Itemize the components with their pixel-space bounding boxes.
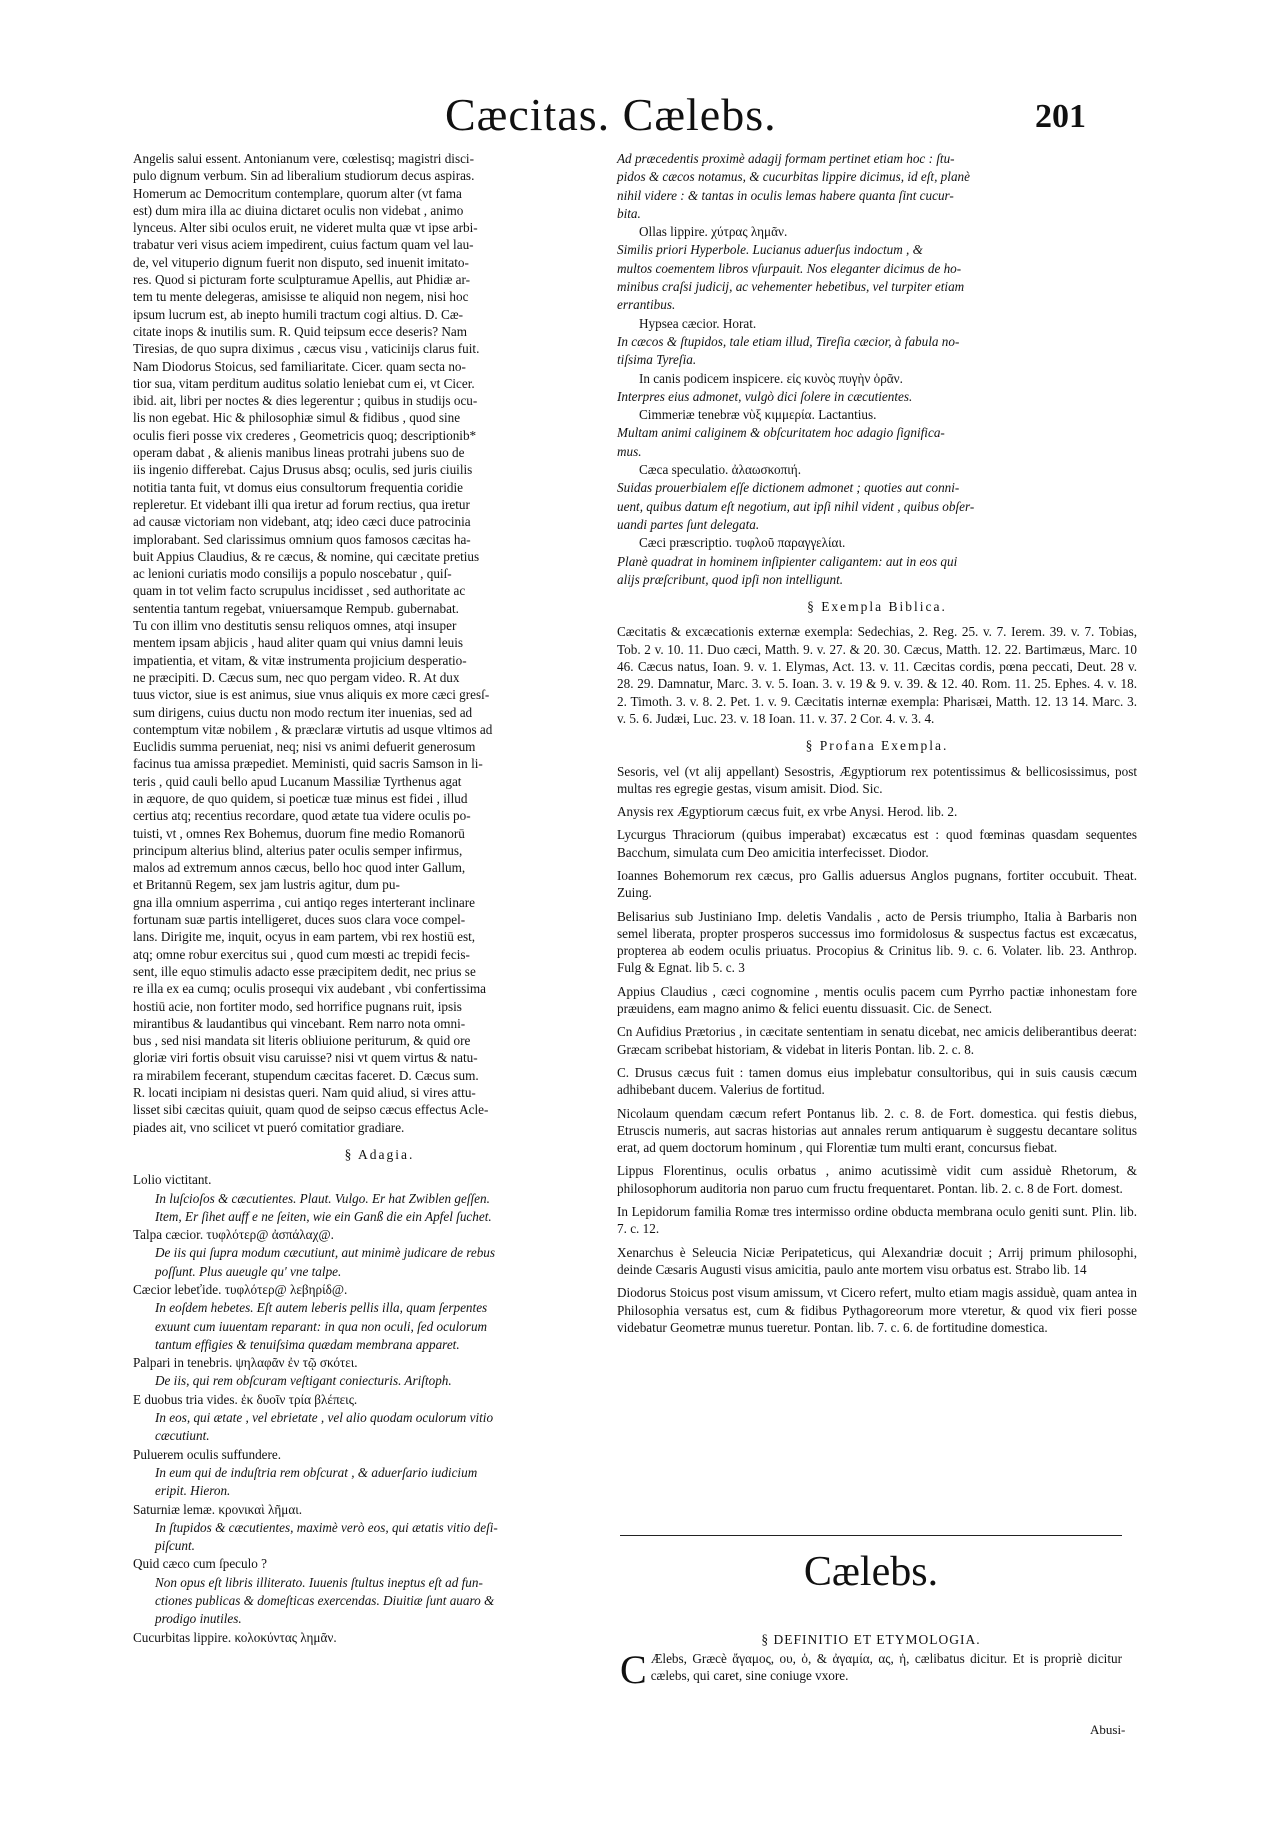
adagium-line: Cæca speculatio. ἀλαωσκοπιή. xyxy=(639,462,802,478)
profane-example: In Lepidorum familia Romæ tres intermisso ordine obducta membrana oculo geniti sunt. Plin. lib. 7. c. 12. xyxy=(617,1204,1137,1237)
adagium-line: Puluerem oculis suffundere. xyxy=(133,1446,282,1462)
left-column xyxy=(133,150,626,1647)
adagium-line: Ad præcedentis proximè adagij formam pertinet etiam hoc : ſtu- xyxy=(617,151,955,166)
definitio-heading: § DEFINITIO ET ETYMOLOGIA. xyxy=(761,1632,981,1647)
adagium-line: Similis priori Hyperbole. Lucianus aduerſus indoctum , & xyxy=(617,242,923,258)
body-line: tuus victor, siue is est animus, siue vnus aliquis ex more cæci gresſ- xyxy=(133,687,490,703)
adagium-line: pidos & cæcos notamus, & cucurbitas lippire dicimus, id eſt, planè xyxy=(617,169,970,185)
body-line: fortunam suæ partis intelligeret, duces suos clara voce compel- xyxy=(133,912,466,928)
body-line: lynceus. Alter sibi oculos eruit, ne videret multa quæ vt ipse arbi- xyxy=(133,220,478,236)
body-line: repleretur. Et videbant illi qua iretur ad forum rectius, qua iretur xyxy=(133,496,470,512)
body-line: trabatur veri visus aciem impedirent, cuius factum quam vel lau- xyxy=(133,237,474,253)
adagium-line: minibus craſsi judicij, ac vehementer hebetibus, vel turpiter etiam xyxy=(617,279,965,295)
biblica-text: Cæcitatis & excæcationis externæ exempla: Sedechias, 2. Reg. 25. v. 7. Ierem. 39. v. 7. Tobias, Tob. 2 v. 10. 11. Duo cæci, Matth. 9. v. 27. & 20. 30. Cæcus, Matth. 12. 22. Bartimæus, Marc. 10 46. Cæcus natus, Ioan. 9. v. 1. Elymas, Act. 13. v. 11. Cæcitas cordis, pœna peccati, Deut. 28 v. 28. 29. Damnatur, Marc. 3. v. 5. Ioan. 3. v. 19 & 9. v. 39. & 12. 40. Rom. 11. 25. Ephes. 4. v. 18. 2. Timoth. 3. v. 8. 2. Pet. 1. v. 9. Cæcitatis internæ exempla: Pharisæi, Matth. 12. 13 14. Marc. 3. v. 5. 6. Judæi, Luc. 23. v. 18 Ioan. 11. v. 37. 2 Cor. 4. v. 3. 4. xyxy=(617,624,1137,726)
page-number: 201 xyxy=(1035,98,1086,135)
adagium-line: Palpari in tenebris. ψηλαφᾶν ἐν τῷ σκότει. xyxy=(133,1355,358,1371)
adagium-line: Planè quadrat in hominem inſipienter caligantem: aut in eos qui xyxy=(617,553,958,569)
body-line: bus , sed nisi mandata sit literis obliuione periturum, & quid ore xyxy=(133,1033,471,1049)
body-line: sent, ille equo stimulis adacto esse præcipitem dedit, nec prius se xyxy=(133,963,476,979)
adagia-continuation xyxy=(617,150,1137,588)
adagium-line: Talpa cæcior. τυφλότερ@ ἀσπάλαχ@. xyxy=(133,1227,334,1243)
adagium-line: bita. xyxy=(617,205,641,221)
body-line: lans. Dirigite me, inquit, ocyus in eam partem, vbi rex hostiū est, xyxy=(133,929,476,945)
profane-example: Anysis rex Ægyptiorum cæcus fuit, ex vrbe Anysi. Herod. lib. 2. xyxy=(617,804,958,820)
body-line: quam in tot velim facto scrupulus incidisset , sed authoritate ac xyxy=(133,583,466,599)
caelebs-title: Cælebs. xyxy=(803,1549,939,1595)
adagium-line: Interpres eius admonet, vulgò dici ſolere in cæcutientes. xyxy=(617,388,913,404)
adagium-line: In eos, qui ætate , vel ebrietate , vel alio quodam oculorum vitio xyxy=(155,1410,494,1426)
adagium-line: Hypsea cæcior. Horat. xyxy=(639,315,757,331)
body-line: Nam Diodorus Stoicus, sed familiaritate. Cicer. quam secta no- xyxy=(133,358,466,374)
body-line: ac lenioni curiatis modo consilijs a populo noscebatur , quiſ- xyxy=(133,566,452,582)
adagium-line: poſſunt. Plus aueugle qu' vne talpe. xyxy=(155,1263,342,1279)
running-title: Cæcitas. Cælebs. xyxy=(445,89,777,140)
body-line: pulo dignum verbum. Sin ad liberalium studiorum decus aspiras. xyxy=(133,168,475,184)
body-line: teris , quid cauli bello apud Lucanum Massiliæ Tyrthenus agat xyxy=(133,773,462,789)
definitio-body: Ælebs, Græcè ἄγαμος, ου, ὁ, & ἀγαμία, ας, ἡ, cælibatus dicitur. Et is propriè dicitur cælebs, qui caret, sine coniuge vxore. xyxy=(650,1651,1122,1684)
adagium-line: In cæcos & ſtupidos, tale etiam illud, Tireſia cæcior, à fabula no- xyxy=(617,333,960,349)
body-line: mirantibus & laudantibus qui vincebant. Rem narro nota omni- xyxy=(133,1015,466,1031)
adagia-list xyxy=(133,1171,626,1646)
body-line: ipsum lucrum est, ab inepto humili tractum cogi altius. D. Cæ- xyxy=(133,306,464,322)
profane-example: Xenarchus è Seleucia Niciæ Peripateticus, qui Alexandriæ docuit ; Arrij primum philosophi, deinde Cæsaris Augusti visus amicitia, paulo ante mortem visu orbatus est. Strabo lib. 14 xyxy=(617,1244,1137,1277)
body-line: de, vel vituperio dignum fuerit non disputo, sed inuenit imitato- xyxy=(133,254,469,270)
adagium-line: tiſsima Tyreſia. xyxy=(617,352,697,368)
adagium-line: nihil videre : & tantas in oculis lemas habere quanta ſint cucur- xyxy=(617,187,954,203)
body-line: impatientia, et vitam, & vitæ instrumenta projicium desperatio- xyxy=(133,652,467,668)
adagium-line: De iis, qui rem obſcuram veſtigant coniecturis. Ariſtoph. xyxy=(155,1373,452,1389)
adagia-heading: § Adagia. xyxy=(344,1146,415,1162)
adagium-line: eripit. Hieron. xyxy=(155,1483,231,1499)
adagium-line: In eoſdem hebetes. Eſt autem leberis pellis illa, quam ſerpentes xyxy=(155,1300,488,1316)
body-line: Tu con illim vno destitutis sensu reliquos omnes, atqi insuper xyxy=(133,618,457,634)
profane-example: C. Drusus cæcus fuit : tamen domus eius implebatur consultoribus, qui in suis causis cæcum adhibebant ducem. Valerius de fortitud. xyxy=(617,1064,1137,1098)
adagium-line: In luſcioſos & cæcutientes. Plaut. Vulgo. Er hat Zwiblen geſſen. xyxy=(155,1190,490,1206)
profana-heading: § Profana Exempla. xyxy=(805,738,949,754)
body-line: sententia tantum regebat, vniuersamque Rempub. gubernabat. xyxy=(133,600,459,616)
adagium-line: cæcutiunt. xyxy=(155,1428,210,1444)
adagium-line: Suidas prouerbialem eſſe dictionem admonet ; quoties aut conni- xyxy=(617,480,960,496)
section-divider xyxy=(620,1535,1122,1536)
adagium-line: tantum effigies & tenuiſsima quædam membrana apparet. xyxy=(155,1336,460,1352)
body-line: piades ait, vno scilicet vt pueró comitatior gradiare. xyxy=(133,1119,405,1135)
profana-examples xyxy=(617,763,1137,1337)
drop-cap: C xyxy=(620,1647,647,1692)
adagium-line: Saturniæ lemæ. κρονικαὶ λῆμαι. xyxy=(133,1501,303,1517)
body-line: atq; omne robur exercitus sui , quod cum mœsti ac trepidi fecis- xyxy=(133,946,470,962)
adagium-line: In ſtupidos & cæcutientes, maximè verò eos, qui ætatis vitio deſi- xyxy=(155,1519,498,1535)
biblica-heading: § Exempla Biblica. xyxy=(807,599,947,615)
adagium-line: ctiones publicas & domeſticas exercendas. Diuitiæ ſunt auaro & xyxy=(155,1593,495,1609)
body-line: citate inops & inutilis sum. R. Quid teipsum ecce deseris? Nam xyxy=(133,323,468,339)
profane-example: Ioannes Bohemorum rex cæcus, pro Gallis aduersus Anglos pugnans, fortiter occubuit. Theat. Zuing. xyxy=(617,867,1137,901)
adagium-line: Item, Er ſihet auff e ne ſeiten, wie ein Ganß die ein Apfel ſuchet. xyxy=(155,1208,492,1224)
adagium-line: In canis podicem inspicere. εἰς κυνὸς πυγὴν ὁρᾶν. xyxy=(639,370,903,386)
right-column xyxy=(617,150,1137,1342)
body-line: ad causæ victoriam non videbant, atq; ideo cæci duce patrocinia xyxy=(133,514,471,530)
running-head xyxy=(0,88,1261,148)
adagium-line: alijs præſcribunt, quod ipſi non intelligunt. xyxy=(617,571,844,587)
body-line: est) dum mira illa ac diuina dictaret oculis non videbat , animo xyxy=(133,202,464,218)
body-line: sum dirigens, cuius ductu non modo rectum iter inuenias, sed ad xyxy=(133,704,473,720)
adagium-line: mus. xyxy=(617,443,642,459)
adagium-line: Cucurbitas lippire. κολοκύντας λημᾶν. xyxy=(133,1629,337,1645)
adagium-line: In eum qui de induſtria rem obſcurat , & aduerſario iudicium xyxy=(155,1464,478,1480)
adagium-line: Cæcior lebeťide. τυφλότερ@ λεβηρίδ@. xyxy=(133,1282,348,1297)
body-line: iis ingenio differebat. Cajus Drusus absq; oculis, sed juris ciuilis xyxy=(133,462,473,478)
body-line: lis non egebat. Hic & philosophiæ simul & fidibus , quod sine xyxy=(133,410,461,426)
body-line: lisset sibi cæcitas quiuit, quam quod de seipso cæcus effectus Acle- xyxy=(133,1102,489,1118)
adagium-line: De iis qui ſupra modum cæcutiunt, aut minimè judicare de rebus xyxy=(155,1245,496,1261)
body-line: tem tu mente delegeras, amisisse te aliquid non negem, nisi hoc xyxy=(133,289,469,305)
body-line: gna illa omnium asperrima , cui antiqo reges interterant inclinare xyxy=(133,894,476,910)
body-line: hostiū acie, non fortiter modo, sed horrifice pugnans ruit, ipsis xyxy=(133,998,462,1014)
adagium-line: uandi partes ſunt delegata. xyxy=(617,516,760,532)
profane-example: Sesoris, vel (vt alij appellant) Sesostris, Ægyptiorum rex potentissimus & bellicosissimus, post multas res egregie gestas, visum amisit. Diod. Sic. xyxy=(617,763,1137,796)
adagium-line: uent, quibus datum eſt negotium, aut ipſi nihil vident , quibus obſer- xyxy=(617,498,975,514)
adagium-line: exuunt cum iuuentam reparant: in qua non oculi, ſed oculorum xyxy=(155,1318,488,1334)
body-line: tior sua, vitam perditum auditus solatio leniebat cum ei, vt Cicer. xyxy=(133,375,475,391)
adagium-line: Lolio victitant. xyxy=(133,1172,212,1188)
adagium-line: E duobus tria vides. ἐκ δυοῖν τρία βλέπεις. xyxy=(133,1391,358,1407)
body-line: Euclidis summa perueniat, neq; nisi vs animi defuerit generosum xyxy=(133,739,476,755)
body-line: contemptum vitæ nobilem , & præclaræ virtutis ad usque vltimos ad xyxy=(133,721,493,737)
profane-example: Nicolaum quendam cæcum refert Pontanus lib. 2. c. 8. de Fort. domestica. qui festis diebus, Etruscis numeris, aut sacras historias aut annales rerum antiquarum è suggestu decantare solitus erat, ad quem doctorum hominum , qui Florentiæ tum multi erant, concursus fiebat. xyxy=(617,1105,1137,1156)
body-line: principum alterius blind, alterius pater oculis semper infirmus, xyxy=(133,842,463,858)
body-line: re illa ex ea cumq; oculis prosequi vix audebant , vbi confertissima xyxy=(133,981,487,997)
body-line: notitia tanta fuit, vt domus eius consultorum frequentia coridie xyxy=(133,479,463,495)
body-line: buit Appius Claudius, & re cæcus, & nomine, qui cæcitate pretius xyxy=(133,548,480,564)
body-line: in æquore, de quo quidem, si poeticæ tuæ minus est fidei , illud xyxy=(133,790,468,806)
adagium-line: Multam animi caliginem & obſcuritatem hoc adagio ſignifica- xyxy=(617,425,945,441)
adagium-line: Cæci præscriptio. τυφλοῦ παραγγελίαι. xyxy=(639,535,846,551)
adagium-line: prodigo inutiles. xyxy=(155,1611,242,1627)
adagium-line: piſcunt. xyxy=(155,1538,195,1554)
body-line: implorabant. Sed clarissimus omnium quos famosos cæcitas ha- xyxy=(133,531,471,547)
body-line: facinus tua amissa præpediet. Meministi, quid sacris Samson in li- xyxy=(133,756,483,772)
adagium-line: multos coementem libros vſurpauit. Nos eleganter dicimus de ho- xyxy=(617,260,962,276)
body-line: mentem ipsam abjicis , haud aliter quam qui vnius damni leuis xyxy=(133,635,463,651)
body-line: Tiresias, de quo supra diximus , cæcus visu , vaticinijs clarus fuit. xyxy=(133,341,480,357)
profane-example: Diodorus Stoicus post visum amissum, vt Cicero refert, multo etiam magis assiduè, quam antea in Philosophia versatus est, cum & fidibus Pythagoreorum more vteretur, & quod vix fieri posse videbatur Geometræ munus tueretur. Pontan. lib. 7. c. 6. de fortitudine domestica. xyxy=(617,1285,1137,1335)
definitio-text xyxy=(620,1647,1122,1692)
profane-example: Lippus Florentinus, oculis orbatus , animo acutissimè vidit cum assiduè Rhetorum, & philosophorum auditoria non paruo cum fructu frequentaret. Pontan. lib. 2. c. 8 de Fort. domest. xyxy=(617,1163,1137,1196)
body-line: Angelis salui essent. Antonianum vere, cœlestisq; magistri disci- xyxy=(133,151,474,166)
profane-example: Lycurgus Thraciorum (quibus imperabat) excæcatus est : quod fœminas quasdam sequentes Bacchum, simulata cum Deo amicitia interfecisset. Diodor. xyxy=(617,827,1137,860)
adagium-line: Cimmeriæ tenebræ νὺξ κιμμερία. Lactantius. xyxy=(639,407,877,423)
adagium-line: Ollas lippire. χύτρας λημᾶν. xyxy=(639,224,788,240)
body-line: operam dabat , & alienis manibus lineas protrahi jubens suo de xyxy=(133,445,465,461)
profane-example: Belisarius sub Justiniano Imp. deletis Vandalis , acto de Persis triumpho, Italia à Barbaris non semel liberata, propter prosperos successus imo formidolosus & suspectus factus est excæcatus, propterea ab eodem oculis priuatus. Procopius & Crinitus lib. 9. c. 6. Volater. lib. 23. Anthrop. Fulg & Egnat. lib 5. c. 3 xyxy=(617,908,1137,976)
body-line: res. Quod si picturam forte sculpturamue Apellis, aut Phidiæ ar- xyxy=(133,272,471,288)
adagium-line: Non opus eſt libris illiterato. Iuuenis ſtultus ineptus eſt ad fun- xyxy=(155,1574,483,1590)
body-line: et Britannū Regem, sex jam lustris agitur, dum pu- xyxy=(133,877,400,893)
body-line: ne præcipiti. D. Cæcus sum, nec quo pergam video. R. At dux xyxy=(133,669,460,685)
catchword: Abusi- xyxy=(1090,1722,1126,1737)
body-line: R. locati incipiam ni desistas queri. Nam quid aliud, si vires attu- xyxy=(133,1085,476,1101)
profane-example: Cn Aufidius Prætorius , in cæcitate sententiam in senatu dicebat, nec amicis deliberantibus deerat: Græcam scribebat historiam, & videbat in literis Pontan. lib. 2. c. 8. xyxy=(617,1024,1137,1057)
adagium-line: Quid cæco cum ſpeculo ? xyxy=(133,1556,268,1572)
body-line: oculis fieri posse vix crederes , Geometricis quoq; descriptionib* xyxy=(133,427,477,443)
left-body-text xyxy=(133,150,626,1136)
profane-example: Appius Claudius , cæci cognomine , mentis oculis pacem cum Pyrrho pactiæ inhonestam fore præuidens, eam magno animo & felici euentu dissuasit. Cic. de Senect. xyxy=(617,983,1137,1017)
adagium-line: errantibus. xyxy=(617,297,676,313)
body-line: ra mirabilem fecerant, stupendum cæcitas faceret. D. Cæcus sum. xyxy=(133,1067,479,1083)
body-line: ibid. ait, libri per noctes & dies legerentur ; quibus in studijs ocu- xyxy=(133,393,478,409)
body-line: certius atq; recentius recordare, quod ætate tua videre oculis po- xyxy=(133,808,471,824)
body-line: malos ad extremum annos cæcus, bello hoc quod inter Gallum, xyxy=(133,860,466,876)
body-line: gloriæ viri fortis obsuit visu caruisse? nisi vt quem virtus & natu- xyxy=(133,1050,478,1066)
body-line: tuisti, vt , omnes Rex Bohemus, duorum fine medio Romanorū xyxy=(133,825,465,841)
body-line: Homerum ac Democritum contemplare, quorum alter (vt fama xyxy=(133,185,462,201)
